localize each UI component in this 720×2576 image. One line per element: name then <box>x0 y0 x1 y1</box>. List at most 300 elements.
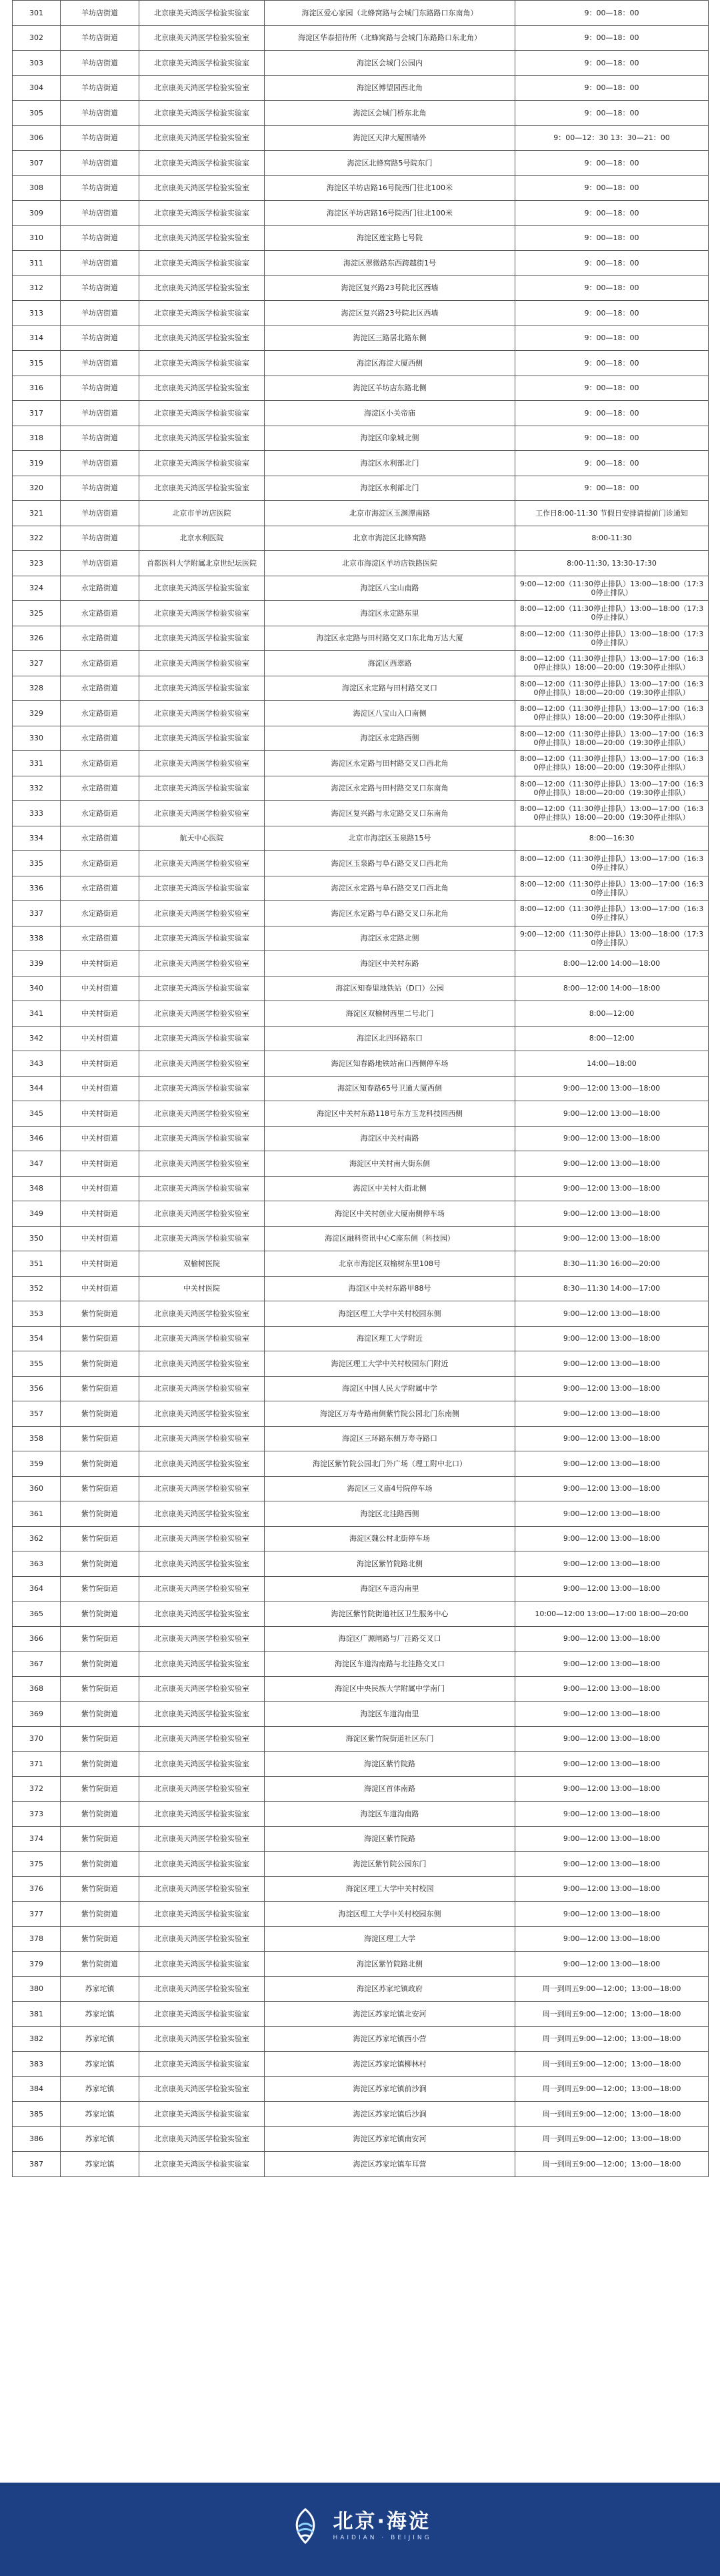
table-row <box>13 701 709 726</box>
institution-cell: 北京康美天鸿医学检验实验室 <box>139 1601 265 1627</box>
institution-cell: 北京康美天鸿医学检验实验室 <box>139 101 265 126</box>
row-number-cell: 385 <box>13 2102 61 2127</box>
row-number-cell: 301 <box>13 1 61 26</box>
row-number-cell: 369 <box>13 1702 61 1727</box>
hours-cell: 9：00—18：00 <box>515 401 709 426</box>
street-cell: 紫竹院街道 <box>61 1726 139 1752</box>
street-cell: 紫竹院街道 <box>61 1926 139 1952</box>
row-number-cell: 372 <box>13 1776 61 1802</box>
hours-cell: 9:00—12:00 13:00—18:00 <box>515 1802 709 1827</box>
row-number-cell: 323 <box>13 551 61 576</box>
row-number-cell: 326 <box>13 626 61 651</box>
institution-cell: 北京市羊坊店医院 <box>139 501 265 526</box>
row-number-cell: 375 <box>13 1852 61 1877</box>
street-cell: 永定路街道 <box>61 726 139 751</box>
street-cell: 紫竹院街道 <box>61 1826 139 1852</box>
institution-cell: 北京康美天鸿医学检验实验室 <box>139 1176 265 1201</box>
hours-cell: 9：00—18：00 <box>515 351 709 376</box>
table-row <box>13 1826 709 1852</box>
address-cell: 海淀区紫竹院公园北门外广场（理工附中北口） <box>265 1451 515 1477</box>
hours-cell: 9:00—12:00 13:00—18:00 <box>515 1376 709 1401</box>
street-cell: 紫竹院街道 <box>61 1702 139 1727</box>
hours-cell: 9：00—18：00 <box>515 75 709 101</box>
table-row <box>13 1376 709 1401</box>
street-cell: 苏家坨镇 <box>61 2076 139 2102</box>
street-cell: 永定路街道 <box>61 751 139 776</box>
address-cell: 海淀区翠微路东西跨越街1号 <box>265 251 515 276</box>
street-cell: 紫竹院街道 <box>61 1576 139 1601</box>
row-number-cell: 306 <box>13 125 61 151</box>
street-cell: 紫竹院街道 <box>61 1752 139 1777</box>
row-number-cell: 383 <box>13 2052 61 2077</box>
table-row <box>13 1351 709 1377</box>
row-number-cell: 305 <box>13 101 61 126</box>
row-number-cell: 320 <box>13 476 61 501</box>
address-cell: 海淀区万寿寺路南侧紫竹院公园北门东南侧 <box>265 1401 515 1427</box>
address-cell: 海淀区融科资讯中心C座东侧（科技园） <box>265 1226 515 1251</box>
row-number-cell: 313 <box>13 301 61 326</box>
hours-cell: 周一到周五9:00—12:00；13:00—18:00 <box>515 2126 709 2152</box>
table-row <box>13 351 709 376</box>
address-cell: 海淀区会城门公园内 <box>265 51 515 76</box>
institution-cell: 北京康美天鸿医学检验实验室 <box>139 1151 265 1177</box>
institution-cell: 北京康美天鸿医学检验实验室 <box>139 1676 265 1702</box>
institution-cell: 北京康美天鸿医学检验实验室 <box>139 326 265 351</box>
address-cell: 海淀区中关村大街北侧 <box>265 1176 515 1201</box>
street-cell: 羊坊店街道 <box>61 301 139 326</box>
address-cell: 海淀区羊坊店路16号院西门往北100米 <box>265 201 515 226</box>
institution-cell: 北京康美天鸿医学检验实验室 <box>139 1301 265 1327</box>
institution-cell: 北京康美天鸿医学检验实验室 <box>139 1551 265 1577</box>
row-number-cell: 355 <box>13 1351 61 1377</box>
row-number-cell: 354 <box>13 1326 61 1351</box>
street-cell: 紫竹院街道 <box>61 1876 139 1902</box>
institution-cell: 北京康美天鸿医学检验实验室 <box>139 125 265 151</box>
table-row <box>13 1426 709 1451</box>
street-cell: 永定路街道 <box>61 626 139 651</box>
row-number-cell: 378 <box>13 1926 61 1952</box>
table-row <box>13 1902 709 1927</box>
table-row <box>13 1601 709 1627</box>
table-row <box>13 1201 709 1227</box>
institution-cell: 北京康美天鸿医学检验实验室 <box>139 1876 265 1902</box>
hours-cell: 9:00—12:00 13:00—18:00 <box>515 1902 709 1927</box>
table-row <box>13 1726 709 1752</box>
street-cell: 中关村街道 <box>61 1051 139 1077</box>
row-number-cell: 351 <box>13 1251 61 1277</box>
address-cell: 海淀区紫竹院路 <box>265 1752 515 1777</box>
row-number-cell: 353 <box>13 1301 61 1327</box>
street-cell: 羊坊店街道 <box>61 51 139 76</box>
institution-cell: 北京康美天鸿医学检验实验室 <box>139 1852 265 1877</box>
street-cell: 羊坊店街道 <box>61 25 139 51</box>
table-row <box>13 1276 709 1301</box>
hours-cell: 8:00—12:00（11:30停止排队）13:00—17:00（16:30停止排队）18:00—20:00（19:30停止排队） <box>515 651 709 676</box>
hours-cell: 9：00—18：00 <box>515 451 709 476</box>
address-cell: 海淀区紫竹院路北侧 <box>265 1952 515 1977</box>
table-row <box>13 1702 709 1727</box>
table-row <box>13 426 709 451</box>
row-number-cell: 341 <box>13 1001 61 1027</box>
street-cell: 紫竹院街道 <box>61 1676 139 1702</box>
street-cell: 羊坊店街道 <box>61 1 139 26</box>
address-cell: 海淀区紫竹院街道社区东门 <box>265 1726 515 1752</box>
street-cell: 中关村街道 <box>61 1026 139 1051</box>
table-row <box>13 676 709 701</box>
table-row <box>13 1076 709 1101</box>
hours-cell: 9:00—12:00 13:00—18:00 <box>515 1852 709 1877</box>
hours-cell: 9：00—18：00 <box>515 175 709 201</box>
row-number-cell: 330 <box>13 726 61 751</box>
row-number-cell: 379 <box>13 1952 61 1977</box>
address-cell: 海淀区北洼路西侧 <box>265 1501 515 1527</box>
row-number-cell: 329 <box>13 701 61 726</box>
institution-cell: 北京康美天鸿医学检验实验室 <box>139 601 265 626</box>
table-row <box>13 476 709 501</box>
hours-cell: 9：00—18：00 <box>515 151 709 176</box>
address-cell: 海淀区莲宝路七号院 <box>265 225 515 251</box>
row-number-cell: 376 <box>13 1876 61 1902</box>
address-cell: 海淀区车道沟南路与北洼路交叉口 <box>265 1652 515 1677</box>
address-cell: 海淀区苏家坨镇政府 <box>265 1976 515 2002</box>
table-row <box>13 1226 709 1251</box>
hours-cell: 工作日8:00-11:30 节假日安排请提前门诊通知 <box>515 501 709 526</box>
street-cell: 苏家坨镇 <box>61 2026 139 2052</box>
address-cell: 北京市海淀区北蜂窝路 <box>265 526 515 551</box>
table-row <box>13 201 709 226</box>
address-cell: 海淀区永定路西侧 <box>265 726 515 751</box>
street-cell: 紫竹院街道 <box>61 1551 139 1577</box>
institution-cell: 北京康美天鸿医学检验实验室 <box>139 1376 265 1401</box>
row-number-cell: 348 <box>13 1176 61 1201</box>
address-cell: 海淀区魏公村北街停车场 <box>265 1526 515 1551</box>
hours-cell: 9：00—18：00 <box>515 275 709 301</box>
table-row <box>13 1301 709 1327</box>
street-cell: 永定路街道 <box>61 926 139 951</box>
table-row <box>13 326 709 351</box>
row-number-cell: 335 <box>13 851 61 876</box>
address-cell: 海淀区永定路北侧 <box>265 926 515 951</box>
institution-cell: 北京康美天鸿医学检验实验室 <box>139 876 265 901</box>
institution-cell: 双榆树医院 <box>139 1251 265 1277</box>
institution-cell: 北京康美天鸿医学检验实验室 <box>139 1101 265 1127</box>
institution-cell: 北京康美天鸿医学检验实验室 <box>139 1051 265 1077</box>
address-cell: 海淀区苏家坨镇南安河 <box>265 2126 515 2152</box>
row-number-cell: 366 <box>13 1626 61 1652</box>
street-cell: 紫竹院街道 <box>61 1401 139 1427</box>
institution-cell: 北京康美天鸿医学检验实验室 <box>139 626 265 651</box>
address-cell: 海淀区三环路东侧万寿寺路口 <box>265 1426 515 1451</box>
table-row <box>13 75 709 101</box>
hours-cell: 8:00—12:00（11:30停止排队）13:00—17:00（16:30停止排队）18:00—20:00（19:30停止排队） <box>515 726 709 751</box>
hours-cell: 9:00—12:00 13:00—18:00 <box>515 1126 709 1151</box>
institution-cell: 北京康美天鸿医学检验实验室 <box>139 1826 265 1852</box>
address-cell: 海淀区中关村南路 <box>265 1126 515 1151</box>
street-cell: 中关村街道 <box>61 1126 139 1151</box>
hours-cell: 9:00—12:00 13:00—18:00 <box>515 1926 709 1952</box>
institution-cell: 北京康美天鸿医学检验实验室 <box>139 1326 265 1351</box>
street-cell: 苏家坨镇 <box>61 2126 139 2152</box>
hours-cell: 9：00—18：00 <box>515 101 709 126</box>
table-row <box>13 1551 709 1577</box>
hours-cell: 9:00—12:00（11:30停止排队）13:00—18:00（17:30停止排队） <box>515 926 709 951</box>
row-number-cell: 346 <box>13 1126 61 1151</box>
hours-cell: 周一到周五9:00—12:00；13:00—18:00 <box>515 2026 709 2052</box>
institution-cell: 北京康美天鸿医学检验实验室 <box>139 251 265 276</box>
street-cell: 苏家坨镇 <box>61 1976 139 2002</box>
street-cell: 羊坊店街道 <box>61 376 139 401</box>
table-row <box>13 576 709 601</box>
institution-cell: 北京康美天鸿医学检验实验室 <box>139 576 265 601</box>
row-number-cell: 334 <box>13 826 61 851</box>
row-number-cell: 338 <box>13 926 61 951</box>
institution-cell: 北京康美天鸿医学检验实验室 <box>139 2076 265 2102</box>
table-row <box>13 51 709 76</box>
hours-cell: 8:00—12:00（11:30停止排队）13:00—18:00（17:30停止排队） <box>515 626 709 651</box>
address-cell: 海淀区苏家坨镇车耳营 <box>265 2152 515 2177</box>
address-cell: 海淀区苏家坨镇后沙涧 <box>265 2102 515 2127</box>
institution-cell: 北京康美天鸿医学检验实验室 <box>139 1226 265 1251</box>
street-cell: 羊坊店街道 <box>61 125 139 151</box>
hours-cell: 9：00—18：00 <box>515 476 709 501</box>
testing-sites-table <box>12 0 709 2177</box>
address-cell: 海淀区西翠路 <box>265 651 515 676</box>
table-row <box>13 1451 709 1477</box>
table-row <box>13 1926 709 1952</box>
street-cell: 中关村街道 <box>61 1226 139 1251</box>
street-cell: 中关村街道 <box>61 1151 139 1177</box>
street-cell: 永定路街道 <box>61 576 139 601</box>
institution-cell: 北京康美天鸿医学检验实验室 <box>139 2002 265 2027</box>
street-cell: 中关村街道 <box>61 1276 139 1301</box>
row-number-cell: 304 <box>13 75 61 101</box>
row-number-cell: 309 <box>13 201 61 226</box>
row-number-cell: 359 <box>13 1451 61 1477</box>
hours-cell: 9:00—12:00 13:00—18:00 <box>515 1876 709 1902</box>
street-cell: 永定路街道 <box>61 901 139 926</box>
institution-cell: 北京康美天鸿医学检验实验室 <box>139 151 265 176</box>
row-number-cell: 339 <box>13 951 61 977</box>
address-cell: 北京市海淀区玉泉路15号 <box>265 826 515 851</box>
table-row <box>13 976 709 1001</box>
address-cell: 海淀区理工大学附近 <box>265 1326 515 1351</box>
address-cell: 海淀区首体南路 <box>265 1776 515 1802</box>
row-number-cell: 340 <box>13 976 61 1001</box>
hours-cell: 9:00—12:00 13:00—18:00 <box>515 1652 709 1677</box>
haidian-logo <box>0 2507 720 2545</box>
table-row <box>13 2126 709 2152</box>
row-number-cell: 387 <box>13 2152 61 2177</box>
hours-cell: 8:00—12:00（11:30停止排队）13:00—17:00（16:30停止排队）18:00—20:00（19:30停止排队） <box>515 676 709 701</box>
row-number-cell: 382 <box>13 2026 61 2052</box>
row-number-cell: 311 <box>13 251 61 276</box>
street-cell: 紫竹院街道 <box>61 1626 139 1652</box>
hours-cell: 9:00—12:00 13:00—18:00 <box>515 1076 709 1101</box>
hours-cell: 8:00—12:00 14:00—18:00 <box>515 976 709 1001</box>
street-cell: 羊坊店街道 <box>61 426 139 451</box>
institution-cell: 北京康美天鸿医学检验实验室 <box>139 1902 265 1927</box>
address-cell: 海淀区中央民族大学附属中学南门 <box>265 1676 515 1702</box>
address-cell: 海淀区华泰招待所（北蜂窝路与会城门东路路口东北角） <box>265 25 515 51</box>
table-row <box>13 2026 709 2052</box>
logo-chinese-name: 北京·海淀 <box>333 2510 431 2533</box>
table-row <box>13 1802 709 1827</box>
hours-cell: 周一到周五9:00—12:00；13:00—18:00 <box>515 2052 709 2077</box>
hours-cell: 8:00—12:00（11:30停止排队）13:00—17:00（16:30停止排队）18:00—20:00（19:30停止排队） <box>515 801 709 826</box>
institution-cell: 北京康美天鸿医学检验实验室 <box>139 726 265 751</box>
table-body <box>13 1 709 2177</box>
street-cell: 羊坊店街道 <box>61 401 139 426</box>
row-number-cell: 358 <box>13 1426 61 1451</box>
table-row <box>13 175 709 201</box>
institution-cell: 北京康美天鸿医学检验实验室 <box>139 976 265 1001</box>
institution-cell: 北京康美天鸿医学检验实验室 <box>139 2102 265 2127</box>
hours-cell: 9:00—12:00 13:00—18:00 <box>515 1401 709 1427</box>
address-cell: 海淀区永定路与田村路交叉口东南角 <box>265 776 515 801</box>
institution-cell: 北京康美天鸿医学检验实验室 <box>139 1076 265 1101</box>
institution-cell: 北京康美天鸿医学检验实验室 <box>139 1451 265 1477</box>
street-cell: 羊坊店街道 <box>61 175 139 201</box>
hours-cell: 9：00—18：00 <box>515 426 709 451</box>
address-cell: 海淀区理工大学中关村校园东侧 <box>265 1301 515 1327</box>
hours-cell: 9:00—12:00 13:00—18:00 <box>515 1151 709 1177</box>
street-cell: 紫竹院街道 <box>61 1501 139 1527</box>
address-cell: 海淀区中关村东路 <box>265 951 515 977</box>
row-number-cell: 336 <box>13 876 61 901</box>
street-cell: 苏家坨镇 <box>61 2152 139 2177</box>
row-number-cell: 380 <box>13 1976 61 2002</box>
address-cell: 海淀区理工大学中关村校园东侧 <box>265 1902 515 1927</box>
address-cell: 海淀区八宝山南路 <box>265 576 515 601</box>
street-cell: 羊坊店街道 <box>61 151 139 176</box>
table-row <box>13 1952 709 1977</box>
row-number-cell: 367 <box>13 1652 61 1677</box>
hours-cell: 8:00—12:00 <box>515 1001 709 1027</box>
hours-cell: 14:00—18:00 <box>515 1051 709 1077</box>
table-row <box>13 1852 709 1877</box>
institution-cell: 北京康美天鸿医学检验实验室 <box>139 1626 265 1652</box>
hours-cell: 9：00—18：00 <box>515 376 709 401</box>
institution-cell: 北京康美天鸿医学检验实验室 <box>139 1026 265 1051</box>
hours-cell: 9：00—18：00 <box>515 301 709 326</box>
institution-cell: 北京康美天鸿医学检验实验室 <box>139 951 265 977</box>
address-cell: 海淀区复兴路与永定路交叉口东南角 <box>265 801 515 826</box>
row-number-cell: 321 <box>13 501 61 526</box>
street-cell: 羊坊店街道 <box>61 251 139 276</box>
row-number-cell: 384 <box>13 2076 61 2102</box>
institution-cell: 北京康美天鸿医学检验实验室 <box>139 451 265 476</box>
address-cell: 海淀区紫竹院路 <box>265 1826 515 1852</box>
institution-cell: 北京康美天鸿医学检验实验室 <box>139 75 265 101</box>
table-row <box>13 376 709 401</box>
institution-cell: 北京康美天鸿医学检验实验室 <box>139 25 265 51</box>
address-cell: 北京市海淀区羊坊店铁路医院 <box>265 551 515 576</box>
street-cell: 羊坊店街道 <box>61 326 139 351</box>
hours-cell: 8:00-11:30 <box>515 526 709 551</box>
table-row <box>13 301 709 326</box>
hours-cell: 8:00-11:30, 13:30-17:30 <box>515 551 709 576</box>
row-number-cell: 386 <box>13 2126 61 2152</box>
hours-cell: 9:00—12:00 13:00—18:00 <box>515 1576 709 1601</box>
address-cell: 海淀区苏家坨镇前沙涧 <box>265 2076 515 2102</box>
hours-cell: 9:00—12:00 13:00—18:00 <box>515 1776 709 1802</box>
address-cell: 海淀区永定路与田村路交叉口东北角万达大厦 <box>265 626 515 651</box>
institution-cell: 北京康美天鸿医学检验实验室 <box>139 1501 265 1527</box>
row-number-cell: 371 <box>13 1752 61 1777</box>
table-row <box>13 901 709 926</box>
institution-cell: 北京康美天鸿医学检验实验室 <box>139 351 265 376</box>
institution-cell: 北京康美天鸿医学检验实验室 <box>139 2052 265 2077</box>
address-cell: 海淀区爱心家园（北蜂窝路与会城门东路路口东南角） <box>265 1 515 26</box>
row-number-cell: 328 <box>13 676 61 701</box>
table-row <box>13 1576 709 1601</box>
row-number-cell: 360 <box>13 1476 61 1501</box>
institution-cell: 北京康美天鸿医学检验实验室 <box>139 401 265 426</box>
hours-cell: 9:00—12:00 13:00—18:00 <box>515 1826 709 1852</box>
street-cell: 紫竹院街道 <box>61 1852 139 1877</box>
hours-cell: 10:00—12:00 13:00—17:00 18:00—20:00 <box>515 1601 709 1627</box>
table-row <box>13 926 709 951</box>
hours-cell: 周一到周五9:00—12:00；13:00—18:00 <box>515 2152 709 2177</box>
street-cell: 中关村街道 <box>61 951 139 977</box>
row-number-cell: 307 <box>13 151 61 176</box>
address-cell: 海淀区永定路东里 <box>265 601 515 626</box>
hours-cell: 8:00—12:00 14:00—18:00 <box>515 951 709 977</box>
street-cell: 紫竹院街道 <box>61 1426 139 1451</box>
row-number-cell: 337 <box>13 901 61 926</box>
row-number-cell: 333 <box>13 801 61 826</box>
hours-cell: 8:00—12:00（11:30停止排队）13:00—18:00（17:30停止排队） <box>515 601 709 626</box>
street-cell: 中关村街道 <box>61 1251 139 1277</box>
table-row <box>13 151 709 176</box>
institution-cell: 北京康美天鸿医学检验实验室 <box>139 1476 265 1501</box>
address-cell: 海淀区会城门桥东北角 <box>265 101 515 126</box>
institution-cell: 北京康美天鸿医学检验实验室 <box>139 2126 265 2152</box>
address-cell: 海淀区小关帝庙 <box>265 401 515 426</box>
street-cell: 紫竹院街道 <box>61 1601 139 1627</box>
street-cell: 永定路街道 <box>61 701 139 726</box>
table-row <box>13 2152 709 2177</box>
hours-cell: 9:00—12:00 13:00—18:00 <box>515 1201 709 1227</box>
address-cell: 海淀区复兴路23号院北区西墙 <box>265 301 515 326</box>
table-row <box>13 1976 709 2002</box>
street-cell: 苏家坨镇 <box>61 2102 139 2127</box>
street-cell: 羊坊店街道 <box>61 101 139 126</box>
address-cell: 海淀区苏家坨镇西小营 <box>265 2026 515 2052</box>
table-row <box>13 1776 709 1802</box>
address-cell: 海淀区苏家坨镇北安河 <box>265 2002 515 2027</box>
logo-english-name: HAIDIAN · BEIJING <box>333 2535 432 2541</box>
hours-cell: 9:00—12:00（11:30停止排队）13:00—18:00（17:30停止排队） <box>515 576 709 601</box>
row-number-cell: 331 <box>13 751 61 776</box>
address-cell: 海淀区紫竹院街道社区卫生服务中心 <box>265 1601 515 1627</box>
institution-cell: 北京康美天鸿医学检验实验室 <box>139 301 265 326</box>
table-row <box>13 1051 709 1077</box>
row-number-cell: 374 <box>13 1826 61 1852</box>
institution-cell: 北京康美天鸿医学检验实验室 <box>139 651 265 676</box>
row-number-cell: 345 <box>13 1101 61 1127</box>
table-row <box>13 1501 709 1527</box>
institution-cell: 北京康美天鸿医学检验实验室 <box>139 901 265 926</box>
address-cell: 海淀区知春路地铁站南口西侧停车场 <box>265 1051 515 1077</box>
row-number-cell: 342 <box>13 1026 61 1051</box>
hours-cell: 周一到周五9:00—12:00；13:00—18:00 <box>515 2076 709 2102</box>
institution-cell: 北京康美天鸿医学检验实验室 <box>139 1976 265 2002</box>
row-number-cell: 316 <box>13 376 61 401</box>
table-row <box>13 851 709 876</box>
address-cell: 海淀区知春路65号卫通大厦西侧 <box>265 1076 515 1101</box>
hours-cell: 9：00—18：00 <box>515 51 709 76</box>
